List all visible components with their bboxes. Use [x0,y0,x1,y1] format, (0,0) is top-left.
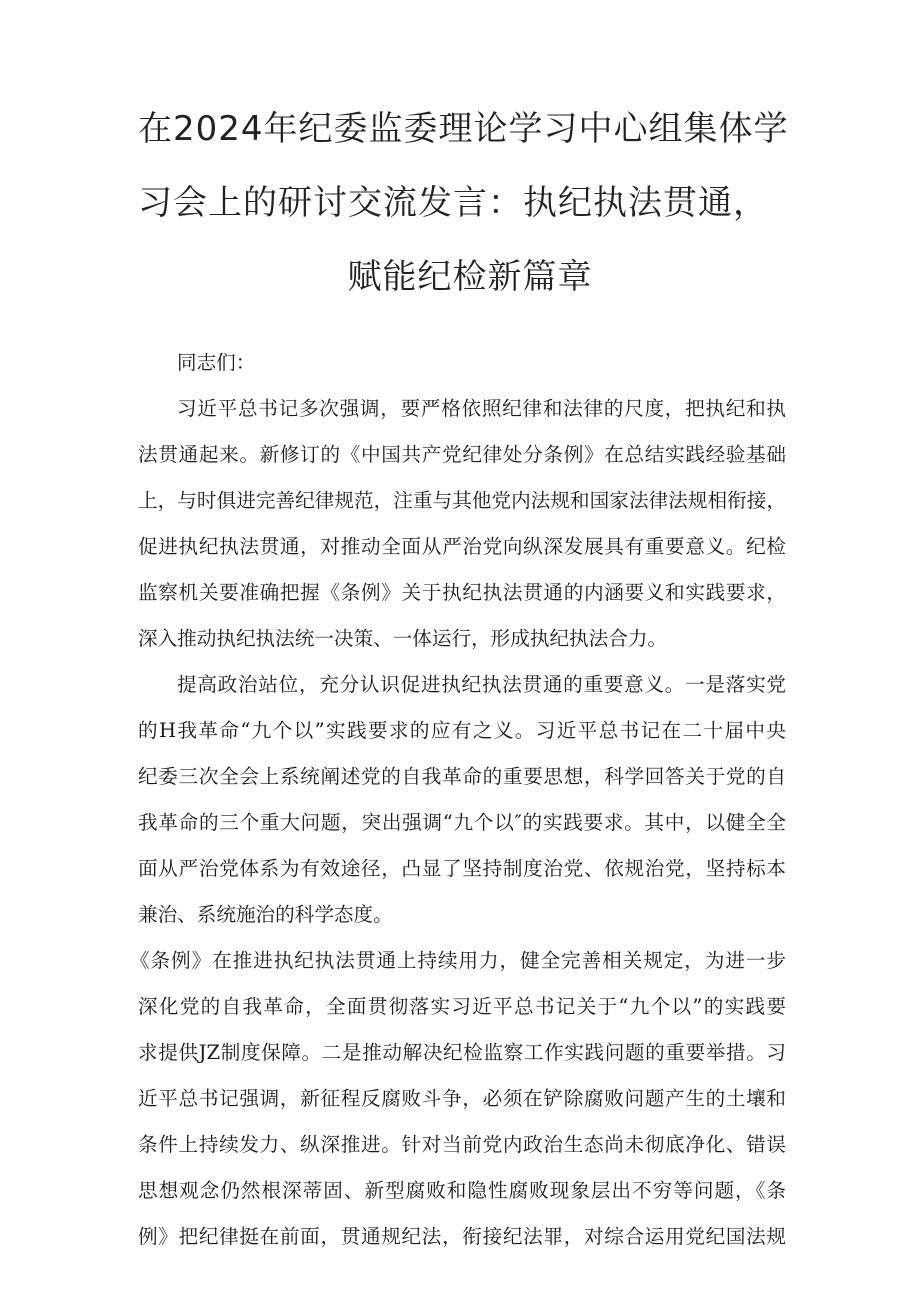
title-line-2: 习会上的研讨交流发言：执纪执法贯通， [138,183,768,223]
body-line: 习近平总书记多次强调，要严格依照纪律和法律的尺度，把执纪和执 [177,397,786,420]
body-line: 例》把纪律挺在前面，贯通规纪法，衔接纪法罪，对综合运用党纪国法规 [138,1225,786,1248]
body-line: 监察机关要准确把握《条例》关于执纪执法贯通的内涵要义和实践要求， [138,581,786,604]
body-line: 的H我革命“九个以”实践要求的应有之义。习近平总书记在二十届中央 [138,719,786,742]
body-line: 上，与时俱进完善纪律规范，注重与其他党内法规和国家法律法规相衔接， [138,489,786,512]
document-title [100,92,820,314]
body-line: 条件上持续发力、纵深推进。针对当前党内政治生态尚未彻底净化、错误 [138,1133,786,1156]
body-line: 深入推动执纪执法统一决策、一体运行，形成执纪执法合力。 [138,627,668,650]
body-line: 我革命的三个重大问题，突出强调“九个以″的实践要求。其中，以健全全 [138,811,786,834]
title-line-1: 在2024年纪委监委理论学习中心组集体学 [138,109,789,149]
body-line: 纪委三次全会上系统阐述党的自我革命的重要思想，科学回答关于党的自 [138,765,786,788]
body-line: 面从严治党体系为有效途径，凸显了坚持制度治党、依规治党，坚持标本 [138,857,786,880]
body-line: 提高政治站位，充分认识促进执纪执法贯通的重要意义。一是落实党 [177,673,786,696]
body-line: 促进执纪执法贯通，对推动全面从严治党向纵深发展具有重要意义。纪检 [138,535,786,558]
body-line: 思想观念仍然根深蒂固、新型腐败和隐性腐败现象层出不穷等问题，《条 [138,1179,786,1202]
body-line: 深化党的自我革命，全面贯彻落实习近平总书记关于“九个以”的实践要 [138,995,786,1018]
body-line: 法贯通起来。新修订的《中国共产党纪律处分条例》在总结实践经验基础 [138,443,786,466]
body-line: 近平总书记强调，新征程反腐败斗争，必须在铲除腐败问题产生的土壤和 [138,1087,786,1110]
body-line: 兼治、系统施治的科学态度。 [138,903,393,926]
document-body [130,340,786,1260]
body-line: 求提供JZ制度保障。二是推动解决纪检监察工作实践问题的重要举措。习 [138,1041,786,1064]
title-line-3: 赋能纪检新篇章 [347,257,593,297]
body-line: 《条例》在推进执纪执法贯通上持续用力，健全完善相关规定，为进一步 [130,949,786,972]
salutation: 同志们： [177,351,256,374]
